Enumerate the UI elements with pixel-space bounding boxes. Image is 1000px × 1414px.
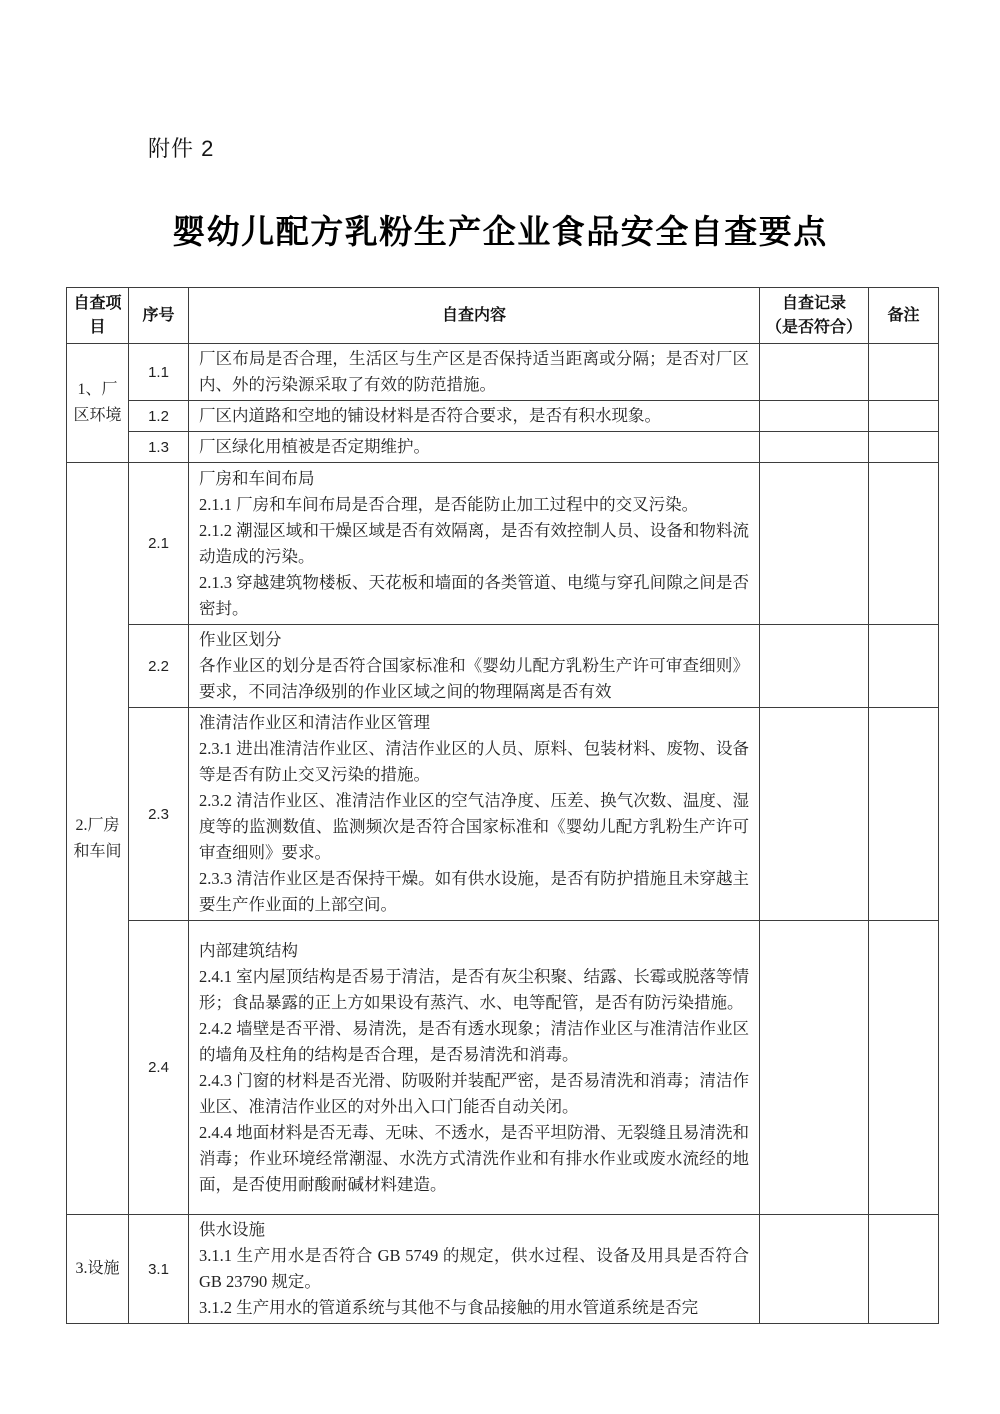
content-cell xyxy=(189,921,760,1215)
content-cell xyxy=(189,344,760,401)
table-row xyxy=(67,463,939,625)
content-paragraph: 2.4.2 墙壁是否平滑、易清洗，是否有透水现象；清洁作业区与准清洁作业区的墙角及柱角的结构是否合理，是否易清洗和消毒。 xyxy=(199,1018,749,1064)
remark-cell xyxy=(869,625,939,708)
content-paragraph: 厂房和车间布局 xyxy=(199,468,315,488)
self-inspection-table xyxy=(66,287,939,1324)
content-paragraph: 3.1.1 生产用水是否符合 GB 5749 的规定，供水过程、设备及用具是否符合 GB 23790 规定。 xyxy=(199,1246,749,1291)
content-cell xyxy=(189,625,760,708)
col-header-record-line1: 自查记录 xyxy=(781,294,846,312)
serial-cell: 3.1 xyxy=(129,1215,189,1324)
project-cell-facilities: 3.设施 xyxy=(67,1215,129,1324)
serial-cell: 2.4 xyxy=(129,921,189,1215)
col-header-record xyxy=(760,288,869,344)
remark-cell xyxy=(869,432,939,463)
col-header-serial: 序号 xyxy=(129,288,189,344)
content-cell xyxy=(189,708,760,921)
content-cell xyxy=(189,463,760,625)
content-paragraph: 2.1.2 潮湿区域和干燥区域是否有效隔离，是否有效控制人员、设备和物料流动造成的污染。 xyxy=(199,520,749,566)
remark-cell xyxy=(869,344,939,401)
record-cell xyxy=(760,463,869,625)
table-row xyxy=(67,401,939,432)
content-paragraph: 2.1.3 穿越建筑物楼板、天花板和墙面的各类管道、电缆与穿孔间隙之间是否密封。 xyxy=(199,572,749,618)
content-paragraph: 准清洁作业区和清洁作业区管理 xyxy=(199,713,430,732)
table-row xyxy=(67,432,939,463)
table-row xyxy=(67,625,939,708)
page-title: 婴幼儿配方乳粉生产企业食品安全自查要点 xyxy=(172,215,828,251)
content-paragraph: 2.1.1 厂房和车间布局是否合理，是否能防止加工过程中的交叉污染。 xyxy=(199,494,699,514)
serial-cell: 2.1 xyxy=(129,463,189,625)
content-paragraph: 2.4.3 门窗的材料是否光滑、防吸附并装配严密，是否易清洗和消毒；清洁作业区、准清洁作业区的对外出入口门能否自动关闭。 xyxy=(199,1070,749,1116)
content-cell xyxy=(189,401,760,432)
remark-cell xyxy=(869,1215,939,1324)
content-cell xyxy=(189,1215,760,1324)
content-cell xyxy=(189,432,760,463)
col-header-project: 自查项目 xyxy=(67,288,129,344)
table-row xyxy=(67,921,939,1215)
col-header-record-line2: （是否符合） xyxy=(765,318,862,336)
remark-cell xyxy=(869,463,939,625)
record-cell xyxy=(760,1215,869,1324)
table-row xyxy=(67,344,939,401)
content-paragraph: 作业区划分 xyxy=(199,630,282,649)
serial-cell: 1.1 xyxy=(129,344,189,401)
content-paragraph: 供水设施 xyxy=(199,1220,265,1239)
attachment-label: 附件 2 xyxy=(148,136,215,161)
content-paragraph: 内部建筑结构 xyxy=(199,940,298,960)
remark-cell xyxy=(869,708,939,921)
content-paragraph: 2.4.1 室内屋顶结构是否易于清洁，是否有灰尘积聚、结露、长霉或脱落等情形；食品暴露的正上方如果设有蒸汽、水、电等配管，是否有防污染措施。 xyxy=(199,966,749,1012)
content-paragraph: 2.3.2 清洁作业区、准清洁作业区的空气洁净度、压差、换气次数、温度、湿度等的监测数值、监测频次是否符合国家标准和《婴幼儿配方乳粉生产许可审查细则》要求。 xyxy=(199,791,749,862)
table-header-row xyxy=(67,288,939,344)
table-row xyxy=(67,708,939,921)
col-header-content: 自查内容 xyxy=(189,288,760,344)
serial-cell: 2.2 xyxy=(129,625,189,708)
record-cell xyxy=(760,921,869,1215)
remark-cell xyxy=(869,921,939,1215)
content-paragraph: 2.3.3 清洁作业区是否保持干燥。如有供水设施，是否有防护措施且未穿越主要生产作业面的上部空间。 xyxy=(199,869,749,914)
serial-cell: 2.3 xyxy=(129,708,189,921)
content-paragraph: 厂区布局是否合理，生活区与生产区是否保持适当距离或分隔；是否对厂区内、外的污染源采取了有效的防范措施。 xyxy=(199,349,749,394)
record-cell xyxy=(760,432,869,463)
content-paragraph: 2.3.1 进出准清洁作业区、清洁作业区的人员、原料、包装材料、废物、设备等是否有防止交叉污染的措施。 xyxy=(199,739,749,784)
record-cell xyxy=(760,401,869,432)
content-paragraph: 2.4.4 地面材料是否无毒、无味、不透水，是否平坦防滑、无裂缝且易清洗和消毒；作业环境经常潮湿、水洗方式清洗作业和有排水作业或废水流经的地面，是否使用耐酸耐碱材料建造。 xyxy=(199,1122,749,1194)
remark-cell xyxy=(869,401,939,432)
project-cell-plant-workshop: 2.厂房和车间 xyxy=(67,463,129,1215)
record-cell xyxy=(760,625,869,708)
serial-cell: 1.2 xyxy=(129,401,189,432)
content-paragraph: 厂区绿化用植被是否定期维护。 xyxy=(199,437,430,456)
content-paragraph: 厂区内道路和空地的铺设材料是否符合要求，是否有积水现象。 xyxy=(199,406,661,425)
record-cell xyxy=(760,344,869,401)
col-header-remark: 备注 xyxy=(869,288,939,344)
content-paragraph: 各作业区的划分是否符合国家标准和《婴幼儿配方乳粉生产许可审查细则》要求，不同洁净级别的作业区域之间的物理隔离是否有效 xyxy=(199,656,749,701)
table-row xyxy=(67,1215,939,1324)
record-cell xyxy=(760,708,869,921)
project-cell-factory-environment: 1、厂区环境 xyxy=(67,344,129,463)
serial-cell: 1.3 xyxy=(129,432,189,463)
content-paragraph: 3.1.2 生产用水的管道系统与其他不与食品接触的用水管道系统是否完 xyxy=(199,1298,699,1317)
